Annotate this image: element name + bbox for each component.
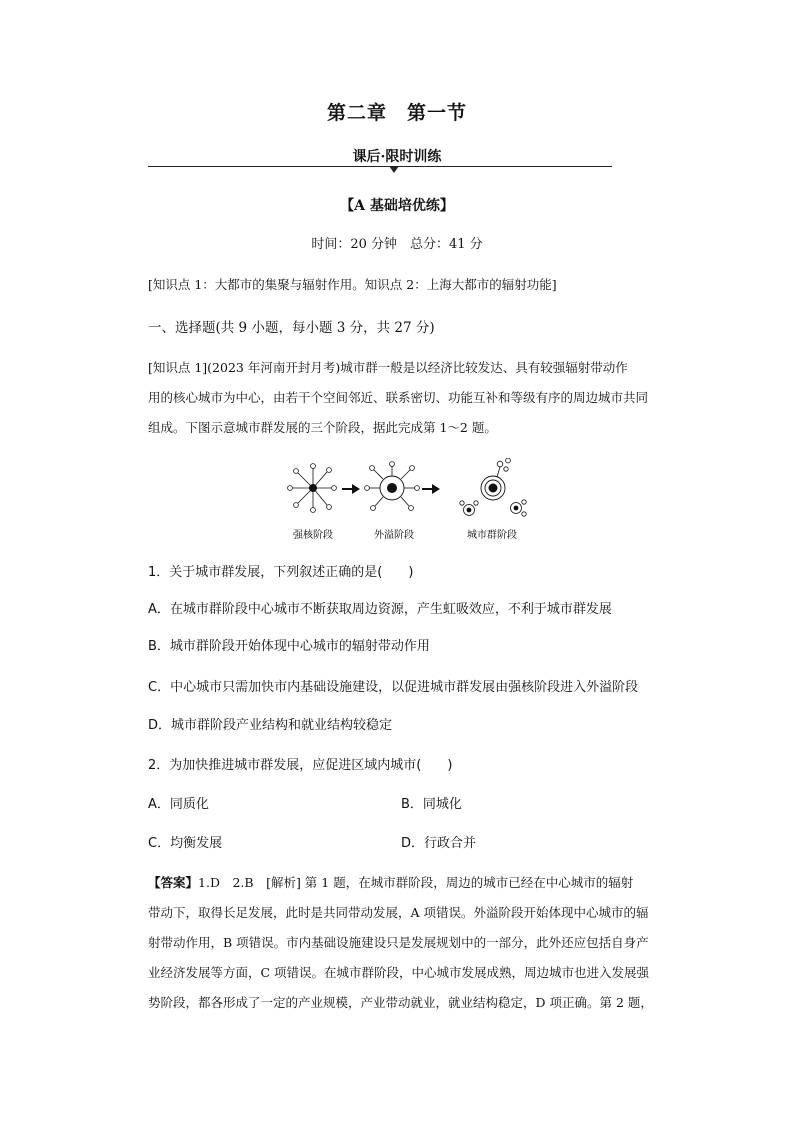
answer-text: 1.D 2.B [解析] 第 1 题，在城市群阶段，周边的城市已经在中心城市的辐射: [198, 875, 634, 890]
arrow-icon: [342, 484, 360, 494]
label-spillover: 外溢阶段: [374, 530, 414, 541]
subtitle: 课后·限时训练: [352, 149, 442, 165]
q2-option-a: A．同质化: [148, 797, 209, 812]
label-strong-core: 强核阶段: [293, 530, 333, 541]
question-type-heading: 一、选择题(共 9 小题，每小题 3 分，共 27 分): [148, 320, 435, 336]
q1-option-b: B．城市群阶段开始体现中心城市的辐射带动作用: [148, 639, 430, 654]
intro-line: [知识点 1](2023 年河南开封月考)城市群一般是以经济比较发达、具有较强辐射带动作: [148, 360, 628, 375]
q1-option-a: A．在城市群阶段中心城市不断获取周边资源，产生虹吸效应，不利于城市群发展: [148, 602, 612, 617]
q2-stem: 2．为加快推进城市群发展，应促进区域内城市( ): [148, 758, 453, 773]
answer-line: 带动下，取得长足发展，此时是共同带动发展，A 项错误。外溢阶段开始体现中心城市的辐: [148, 905, 649, 920]
q2-option-b: B．同城化: [401, 797, 462, 812]
intro-line: 组成。下图示意城市群发展的三个阶段，据此完成第 1～2 题。: [148, 420, 497, 435]
knowledge-points: [知识点 1：大都市的集聚与辐射作用。知识点 2：上海大都市的辐射功能]: [148, 277, 557, 292]
section-heading: 【A 基础培优练】: [340, 198, 454, 214]
answer-line: [148, 868, 688, 898]
answer-line: 业经济发展等方面，C 项错误。在城市群阶段，中心城市发展成熟，周边城市也进入发展强: [148, 965, 650, 980]
q2-option-c: C．均衡发展: [148, 836, 223, 851]
strong-core-diagram: [288, 464, 337, 513]
arrow-icon: [422, 484, 440, 494]
intro-paragraph: [148, 353, 688, 443]
city-cluster-diagram: [460, 458, 526, 516]
title-divider: [148, 166, 612, 167]
answer-line: 射带动作用，B 项错误。市内基础设施建设只是发展规划中的一部分，此外还应包括自身产: [148, 935, 649, 950]
answer-section: [148, 868, 688, 1018]
time-score-line: 时间：20 分钟 总分：41 分: [311, 237, 483, 252]
answer-label: 【答案】: [148, 875, 199, 890]
spillover-diagram: [365, 462, 420, 511]
q1-option-c: C．中心城市只需加快市内基础设施建设，以促进城市群发展由强核阶段进入外溢阶段: [148, 680, 639, 695]
page-title: 第二章 第一节: [326, 102, 467, 124]
q2-option-d: D．行政合并: [401, 836, 477, 851]
answer-line: 势阶段，都各形成了一定的产业规模，产业带动就业，就业结构稳定，D 项正确。第 2 题，: [148, 995, 653, 1010]
intro-line: 用的核心城市为中心，由若干个空间邻近、联系密切、功能互补和等级有序的周边城市共同: [148, 390, 649, 405]
divider-marker-icon: [389, 166, 399, 173]
q1-stem: 1．关于城市群发展，下列叙述正确的是( ): [148, 565, 414, 580]
label-city-cluster: 城市群阶段: [467, 530, 517, 541]
q1-option-d: D．城市群阶段产业结构和就业结构较稳定: [148, 718, 393, 733]
city-cluster-figure: [280, 458, 530, 548]
